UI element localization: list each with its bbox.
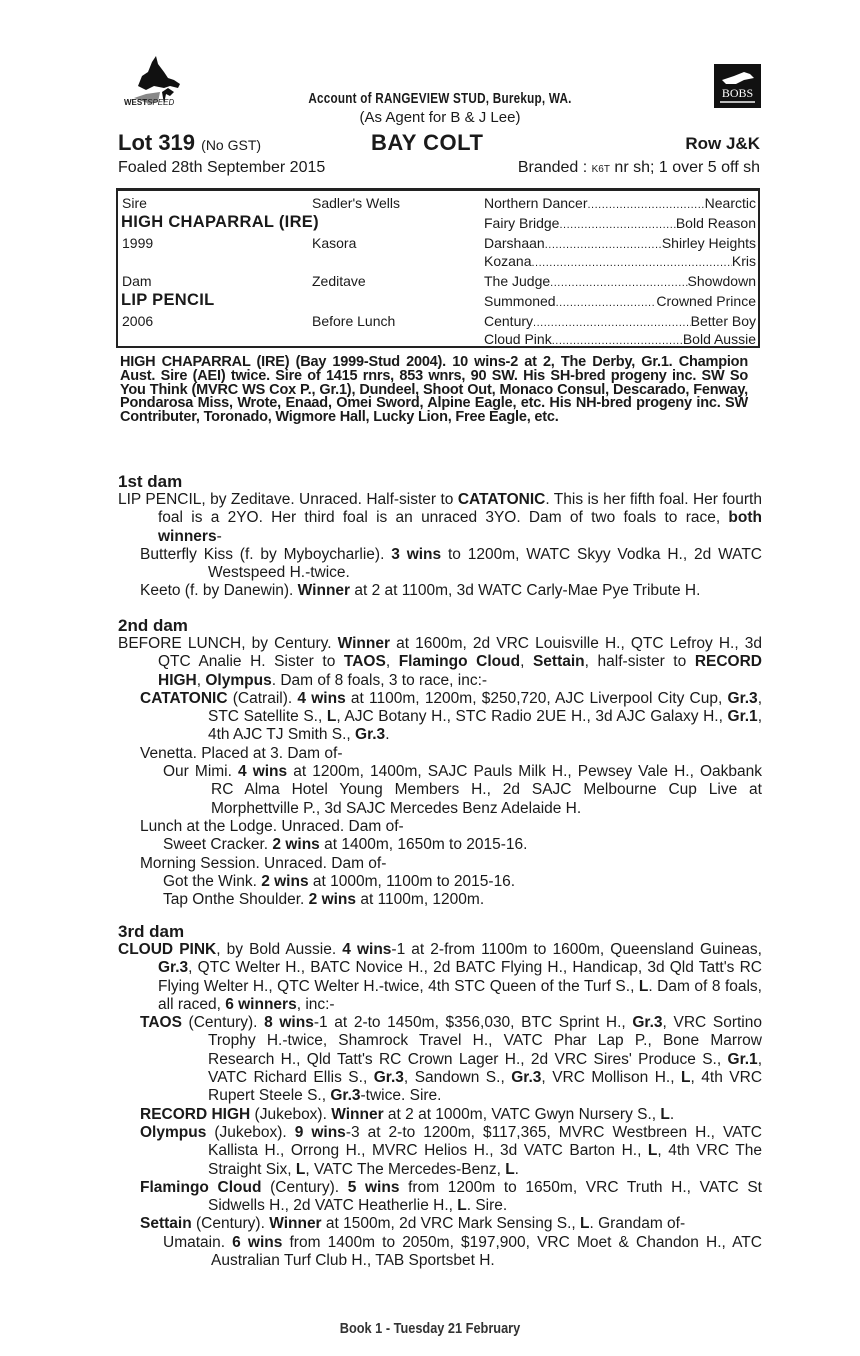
- progeny-entry: Butterfly Kiss (f. by Myboycharlie). 3 wins to 1200m, WATC Skyy Vodka H., 2d WATC Westspeed H.-twice.: [140, 545, 762, 582]
- progeny-entry: CATATONIC (Catrail). 4 wins at 1100m, 1200m, $250,720, AJC Liverpool City Cup, Gr.3, STC Satellite S., L, AJC Botany H., STC Radio 2UE H., 3d AJC Galaxy H., Gr.1, 4th AJC TJ Smith S., Gr.3.: [140, 689, 762, 744]
- progeny-entry: Olympus (Jukebox). 9 wins-3 at 2-to 1200m, $117,365, MVRC Westbreen H., VATC Kallista H., Orrong H., MVRC Helios H., 3d VATC Barton H., L, 4th VRC The Straight Six, L, VATC The Mercedes-Benz, L.: [140, 1123, 762, 1178]
- grand-progeny-entry: Got the Wink. 2 wins at 1000m, 1100m to 2015-16.: [163, 872, 516, 890]
- westspeed-logo-text: WESTSPEED: [124, 98, 175, 107]
- progeny-entry: Morning Session. Unraced. Dam of-: [140, 854, 387, 872]
- brand-description: Branded : K6T nr sh; 1 over 5 off sh: [517, 159, 760, 176]
- sire-name: HIGH CHAPARRAL (IRE): [121, 213, 319, 231]
- progeny-entry: Venetta. Placed at 3. Dam of-: [140, 744, 343, 762]
- dam-year: 2006: [122, 313, 154, 329]
- gst-note: (No GST): [201, 137, 262, 153]
- grand-progeny-entry: Tap Onthe Shoulder. 2 wins at 1100m, 1200m.: [163, 891, 485, 909]
- sire-summary: HIGH CHAPARRAL (IRE) (Bay 1999-Stud 2004). 10 wins-2 at 2, The Derby, Gr.1. Champion Aust. Sire (AEI) twice. Sire of 1415 rnrs, 853 wnrs, 90 SW. His SH-bred progeny inc. SW So You Think (MVRC WS Cox P., Gr.1), Dundeel, Shoot Out, Monaco Consul, Descarado, Fenway, Pondarosa Miss, Wrote, Enaad, Omei Sword, Alpine Eagle, etc. His NH-bred progeny inc. SW Contributer, Toronado, Wigmore Hall, Lucky Lion, Free Eagle, etc.: [120, 354, 748, 426]
- vendor-account: Account of RANGEVIEW STUD, Burekup, WA.: [308, 90, 572, 107]
- vendor-agent: (As Agent for B & J Lee): [359, 109, 521, 126]
- second-dam-section: [118, 616, 762, 909]
- svg-text:BOBS: BOBS: [721, 86, 754, 100]
- ancestor-row: Cloud Pink ..... Bold Aussie: [484, 331, 756, 347]
- section-heading: 2nd dam: [118, 616, 188, 635]
- dam-sire: Zeditave: [312, 273, 366, 289]
- grand-progeny-entry: Our Mimi. 4 wins at 1200m, 1400m, SAJC Pauls Milk H., Pewsey Vale H., Oakbank RC Alma Hotel Young Members H., 2d SAJC Melbourne Cup Live at Morphettville P., 3d SAJC Mercedes Benz Adelaide H.: [163, 763, 762, 817]
- grand-progeny-entry: Sweet Cracker. 2 wins at 1400m, 1650m to 2015-16.: [163, 836, 528, 854]
- dam-label: Dam: [122, 273, 152, 289]
- progeny-entry: Lunch at the Lodge. Unraced. Dam of-: [140, 817, 404, 835]
- dam-dam: Before Lunch: [312, 313, 396, 329]
- horse-description: BAY COLT: [371, 130, 484, 155]
- bobs-horse-logo-icon: [714, 64, 761, 108]
- ancestor-row: Darshaan ..... Shirley Heights: [484, 235, 756, 251]
- sire-sire: Sadler's Wells: [312, 195, 400, 211]
- stable-row: Row J&K: [685, 134, 760, 153]
- third-dam-section: [118, 922, 762, 1270]
- sire-year: 1999: [122, 235, 154, 251]
- dam-paragraph: CLOUD PINK, by Bold Aussie. 4 wins-1 at 2-from 1100m to 1600m, Queensland Guineas, Gr.3, QTC Welter H., BATC Novice H., 2d BATC Flying H., Handicap, 3d Qld Tatt's RC Flying Welter H., QTC Welter H.-twice, 4th STC Queen of the Turf S., L. Dam of 8 foals, all raced, 6 winners, inc:-: [118, 941, 762, 1013]
- pedigree-table: [116, 188, 760, 348]
- dam-name: LIP PENCIL: [121, 291, 215, 309]
- grand-progeny-entry: Umatain. 6 wins from 1400m to 2050m, $197,900, VRC Moet & Chandon H., ATC Australian Turf Club H., TAB Sportsbet H.: [163, 1233, 762, 1270]
- sire-dam: Kasora: [312, 235, 357, 251]
- ancestor-row: Century ..... Better Boy: [484, 313, 756, 329]
- ancestor-row: Fairy Bridge ..... Bold Reason: [484, 215, 756, 231]
- progeny-entry: TAOS (Century). 8 wins-1 at 2-to 1450m, $356,030, BTC Sprint H., Gr.3, VRC Sortino Trophy H.-twice, Shamrock Travel H., VATC Phar Lap P., Bone Marrow Research H., Qld Tatt's RC Crown Lager H., 2d VRC Sires' Produce S., Gr.1, VATC Richard Ellis S., Gr.3, Sandown S., Gr.3, VRC Mollison H., L, 4th VRC Rupert Steele S., Gr.3-twice. Sire.: [140, 1014, 763, 1105]
- ancestor-row: Northern Dancer ..... Nearctic: [484, 195, 756, 211]
- lot-number: Lot 319 (No GST): [118, 130, 262, 155]
- sire-label: Sire: [122, 195, 147, 211]
- progeny-entry: Flamingo Cloud (Century). 5 wins from 1200m to 1650m, VRC Truth H., VATC St Sidwells H., 2d VATC Heatherlie H., L. Sire.: [140, 1178, 762, 1215]
- ancestor-row: Summoned ..... Crowned Prince: [484, 293, 756, 309]
- dam-paragraph: LIP PENCIL, by Zeditave. Unraced. Half-sister to CATATONIC. This is her fifth foal. Her fourth foal is a 2YO. Her third foal is an unraced 3YO. Dam of two foals to race, both winners-: [118, 491, 762, 545]
- progeny-entry: Settain (Century). Winner at 1500m, 2d VRC Mark Sensing S., L. Grandam of-: [140, 1215, 686, 1233]
- dam-paragraph: BEFORE LUNCH, by Century. Winner at 1600m, 2d VRC Louisville H., QTC Lefroy H., 3d QTC Analie H. Sister to TAOS, Flamingo Cloud, Settain, half-sister to RECORD HIGH, Olympus. Dam of 8 foals, 3 to race, inc:-: [118, 635, 762, 689]
- ancestor-row: Kozana ..... Kris: [484, 253, 756, 269]
- page-footer: Book 1 - Tuesday 21 February: [339, 1320, 521, 1337]
- section-heading: 1st dam: [118, 472, 183, 491]
- first-dam-section: [118, 472, 762, 601]
- progeny-entry: Keeto (f. by Danewin). Winner at 2 at 1100m, 3d WATC Carly-Mae Pye Tribute H.: [140, 582, 701, 600]
- ancestor-row: The Judge ..... Showdown: [484, 273, 756, 289]
- progeny-entry: RECORD HIGH (Jukebox). Winner at 2 at 1000m, VATC Gwyn Nursery S., L.: [140, 1105, 675, 1123]
- section-heading: 3rd dam: [118, 922, 185, 941]
- bobs-farm-logo: [714, 64, 761, 108]
- foaled-date: Foaled 28th September 2015: [118, 159, 326, 176]
